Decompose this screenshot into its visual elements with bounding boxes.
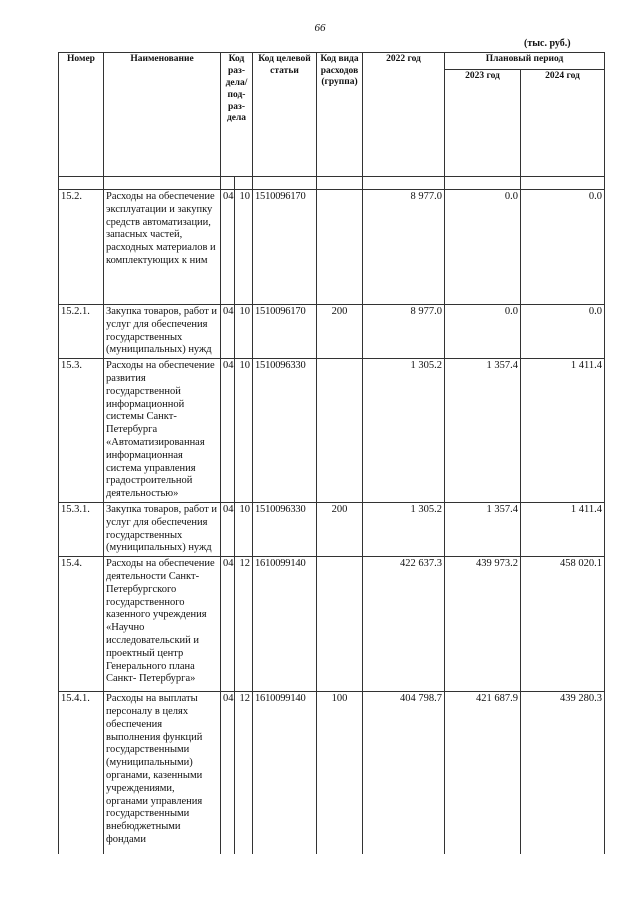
row-amount-2024: 0.0 (521, 305, 605, 359)
row-expense-type (317, 557, 363, 692)
row-amount-2023: 0.0 (445, 305, 521, 359)
row-number: 15.3.1. (59, 502, 104, 556)
row-number: 15.4. (59, 557, 104, 692)
header-planning-period: Плановый период (445, 53, 605, 70)
row-number: 15.2.1. (59, 305, 104, 359)
row-subsection: 10 (235, 502, 253, 556)
header-spacer-row (59, 177, 605, 190)
header-year-2023: 2023 год (445, 70, 521, 177)
row-expense-type: 200 (317, 305, 363, 359)
row-name: Расходы на выплаты персоналу в целях обеспечения выполнения функций государственными (муниципальными) органами, казенными учреждениями, органами управления государственными внебюджетными фондами (104, 692, 221, 855)
row-subsection: 10 (235, 305, 253, 359)
header-name: Наименование (104, 53, 221, 177)
row-section: 04 (221, 557, 235, 692)
row-expense-type: 200 (317, 502, 363, 556)
row-amount-2022: 1 305.2 (363, 359, 445, 503)
row-amount-2024: 1 411.4 (521, 502, 605, 556)
row-target-code: 1610099140 (253, 692, 317, 855)
row-name: Расходы на обеспечение деятельности Санкт-Петербургского государственного казенного учреждения «Научно исследовательский и проектный центр Генерального плана Санкт- Петербурга» (104, 557, 221, 692)
row-amount-2023: 439 973.2 (445, 557, 521, 692)
row-name: Закупка товаров, работ и услуг для обеспечения государственных (муниципальных) нужд (104, 502, 221, 556)
row-target-code: 1610099140 (253, 557, 317, 692)
header-number: Номер (59, 53, 104, 177)
table-header (59, 53, 605, 190)
table-row (59, 502, 605, 556)
page-number: 66 (314, 22, 326, 34)
row-amount-2024: 0.0 (521, 190, 605, 305)
row-expense-type (317, 359, 363, 503)
row-section: 04 (221, 305, 235, 359)
header-target-code: Код целевой статьи (253, 53, 317, 177)
row-amount-2023: 1 357.4 (445, 502, 521, 556)
row-amount-2024: 1 411.4 (521, 359, 605, 503)
row-subsection: 10 (235, 190, 253, 305)
row-name: Расходы на обеспечение развития государственной информационной системы Санкт-Петербурга «Автоматизированная информационная система управления градостроительной деятельностью» (104, 359, 221, 503)
table-row (59, 359, 605, 503)
row-expense-type: 100 (317, 692, 363, 855)
row-amount-2023: 421 687.9 (445, 692, 521, 855)
table-row (59, 305, 605, 359)
row-amount-2022: 1 305.2 (363, 502, 445, 556)
table-row (59, 557, 605, 692)
table-row (59, 692, 605, 855)
row-amount-2023: 1 357.4 (445, 359, 521, 503)
row-amount-2024: 439 280.3 (521, 692, 605, 855)
row-section: 04 (221, 190, 235, 305)
budget-table (58, 52, 605, 854)
row-expense-type (317, 190, 363, 305)
row-target-code: 1510096330 (253, 359, 317, 503)
row-amount-2023: 0.0 (445, 190, 521, 305)
row-amount-2022: 404 798.7 (363, 692, 445, 855)
table-body (59, 190, 605, 855)
row-name: Закупка товаров, работ и услуг для обеспечения государственных (муниципальных) нужд (104, 305, 221, 359)
row-amount-2022: 422 637.3 (363, 557, 445, 692)
table-row (59, 190, 605, 305)
row-section: 04 (221, 502, 235, 556)
row-target-code: 1510096330 (253, 502, 317, 556)
row-number: 15.2. (59, 190, 104, 305)
row-name: Расходы на обеспечение эксплуатации и закупку средств автоматизации, запасных частей, расходных материалов и комплектующих к ним (104, 190, 221, 305)
header-expense-type: Код вида расходов (группа) (317, 53, 363, 177)
row-target-code: 1510096170 (253, 190, 317, 305)
row-subsection: 10 (235, 359, 253, 503)
header-section-code: Код раз- дела/ под- раз- дела (221, 53, 253, 177)
row-amount-2024: 458 020.1 (521, 557, 605, 692)
row-amount-2022: 8 977.0 (363, 190, 445, 305)
header-year-2022: 2022 год (363, 53, 445, 177)
row-subsection: 12 (235, 692, 253, 855)
row-target-code: 1510096170 (253, 305, 317, 359)
header-year-2024: 2024 год (521, 70, 605, 177)
row-subsection: 12 (235, 557, 253, 692)
row-section: 04 (221, 692, 235, 855)
row-number: 15.4.1. (59, 692, 104, 855)
row-number: 15.3. (59, 359, 104, 503)
row-section: 04 (221, 359, 235, 503)
units-label: (тыс. руб.) (524, 38, 571, 49)
row-amount-2022: 8 977.0 (363, 305, 445, 359)
